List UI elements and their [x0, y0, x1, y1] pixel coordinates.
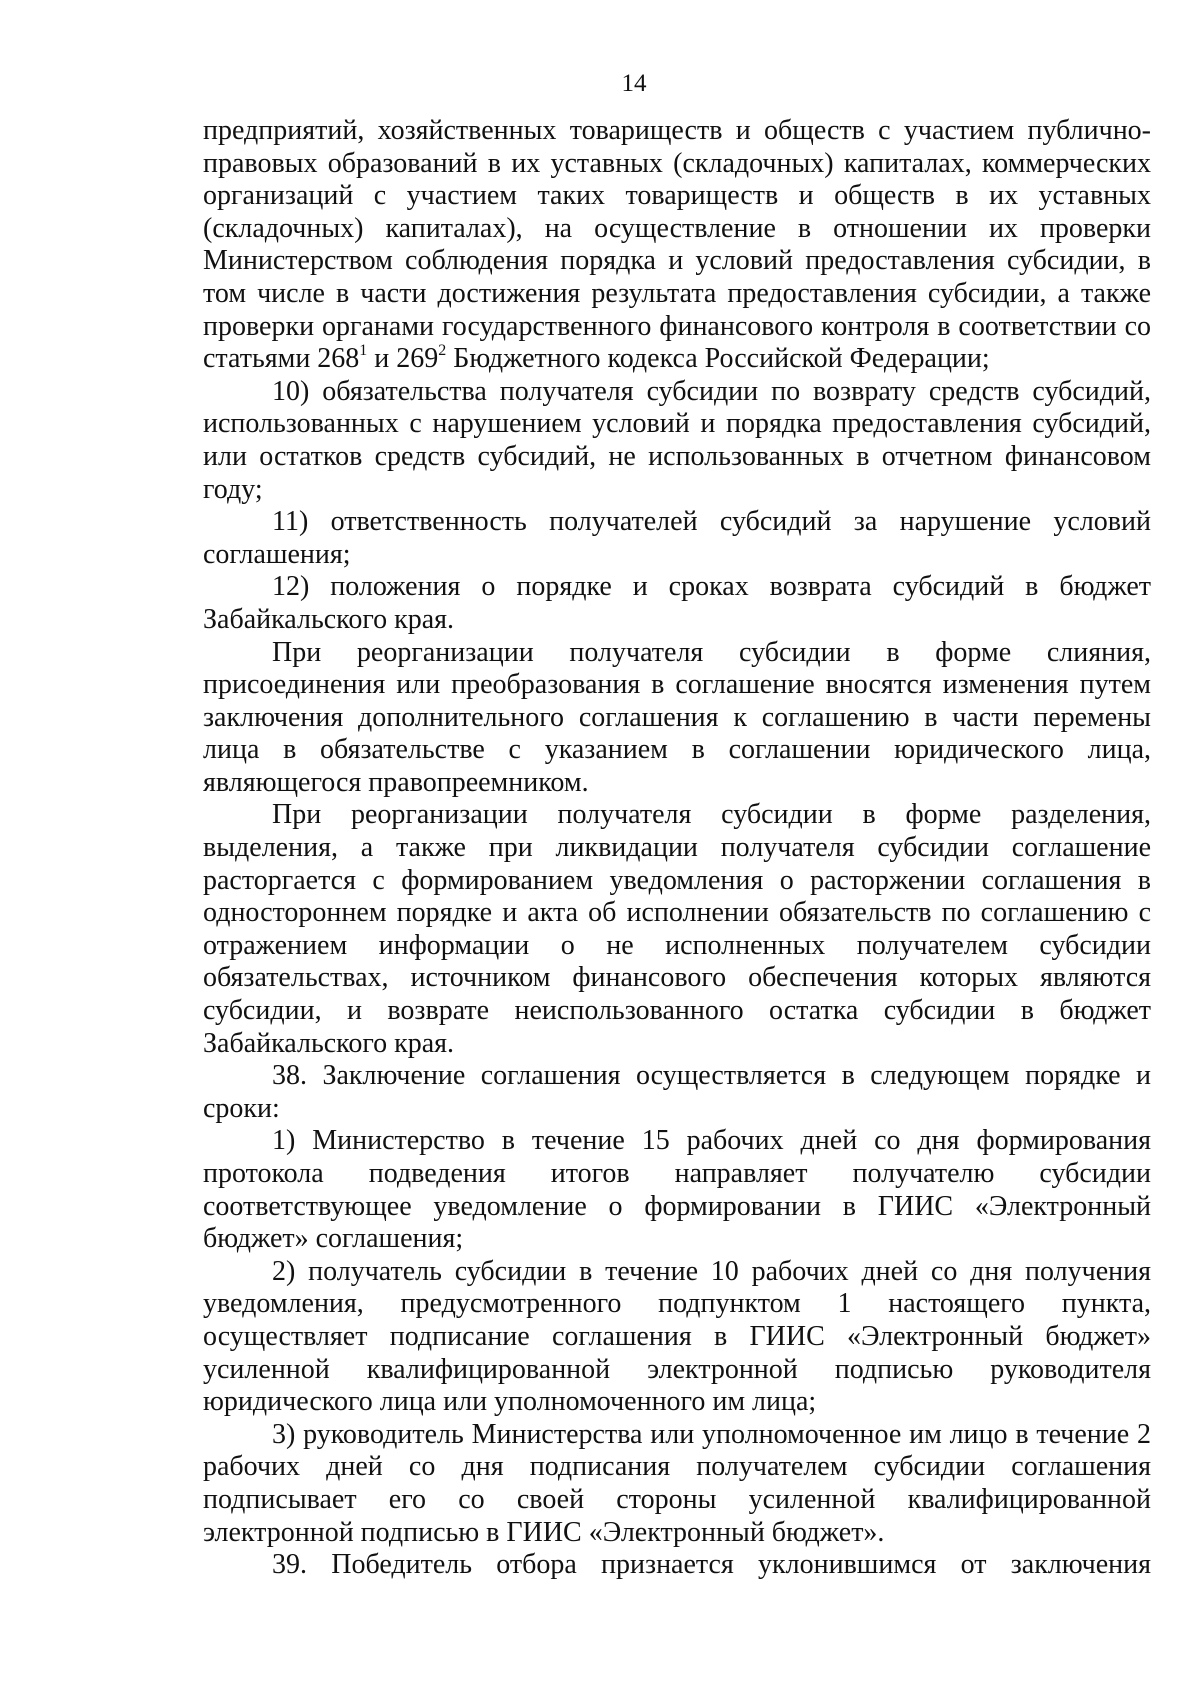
list-item-10: 10) обязательства получателя субсидии по возврату средств субсидий, использованных с нарушением условий и порядка предоставления субсидий, или остатков средств субсидий, не использованных в отчетном финансовом году;	[203, 375, 1151, 505]
paragraph-reorganization-split: При реорганизации получателя субсидии в форме разделения, выделения, а также при ликвидации получателя субсидии соглашение расторгается с формированием уведомления о расторжении соглашения в одностороннем порядке и акта об исполнении обязательств по соглашению с отражением информации о не исполненных получателем субсидии обязательствах, источником финансового обеспечения которых являются субсидии, и возврате неиспользованного остатка субсидии в бюджет Забайкальского края.	[203, 799, 1151, 1059]
paragraph-38: 38. Заключение соглашения осуществляется в следующем порядке и сроки:	[203, 1060, 1151, 1124]
step-1: 1) Министерство в течение 15 рабочих дней со дня формирования протокола подведения итогов направляет получателю субсидии соответствующее уведомление о формировании в ГИИС «Электронный бюджет» соглашения;	[203, 1125, 1151, 1255]
step-2: 2) получатель субсидии в течение 10 рабочих дней со дня получения уведомления, предусмотренного подпунктом 1 настоящего пункта, осуществляет подписание соглашения в ГИИС «Электронный бюджет» усиленной квалифицированной электронной подписью руководителя юридического лица или уполномоченного им лица;	[203, 1255, 1151, 1418]
paragraph-text: и 269	[367, 343, 439, 375]
page-number: 14	[621, 70, 647, 97]
superscript-1: 1	[359, 341, 368, 359]
list-item-12: 12) положения о порядке и сроках возврата субсидий в бюджет Забайкальского края.	[203, 571, 1151, 635]
paragraph-reorganization-merge: При реорганизации получателя субсидии в форме слияния, присоединения или преобразования в соглашение вносятся изменения путем заключения дополнительного соглашения к соглашению в части перемены лица в обязательстве с указанием в соглашении юридического лица, являющегося правопреемником.	[203, 636, 1151, 798]
document-body	[203, 115, 1151, 1582]
paragraph-text: Бюджетного кодекса Российской Федерации;	[446, 343, 990, 375]
superscript-2: 2	[438, 341, 447, 359]
paragraph-text: предприятий, хозяйственных товариществ и обществ с участием публично-правовых образований в их уставных (складочных) капиталах, коммерческих организаций с участием таких товариществ и обществ в их уставных (складочных) капиталах), на осуществление в отношении их проверки Министерством соблюдения порядка и условий предоставления субсидии, в том числе в части достижения результата предоставления субсидии, а также проверки органами государственного финансового контроля в соответствии со статьями 268	[203, 115, 1151, 375]
step-3: 3) руководитель Министерства или уполномоченное им лицо в течение 2 рабочих дней со дня подписания получателем субсидии соглашения подписывает его со своей стороны усиленной квалифицированной электронной подписью в ГИИС «Электронный бюджет».	[203, 1418, 1151, 1548]
list-item-11: 11) ответственность получателей субсидий за нарушение условий соглашения;	[203, 506, 1151, 570]
paragraph-39: 39. Победитель отбора признается уклонившимся от заключения	[272, 1549, 1151, 1581]
paragraph-continuation	[203, 115, 1151, 376]
